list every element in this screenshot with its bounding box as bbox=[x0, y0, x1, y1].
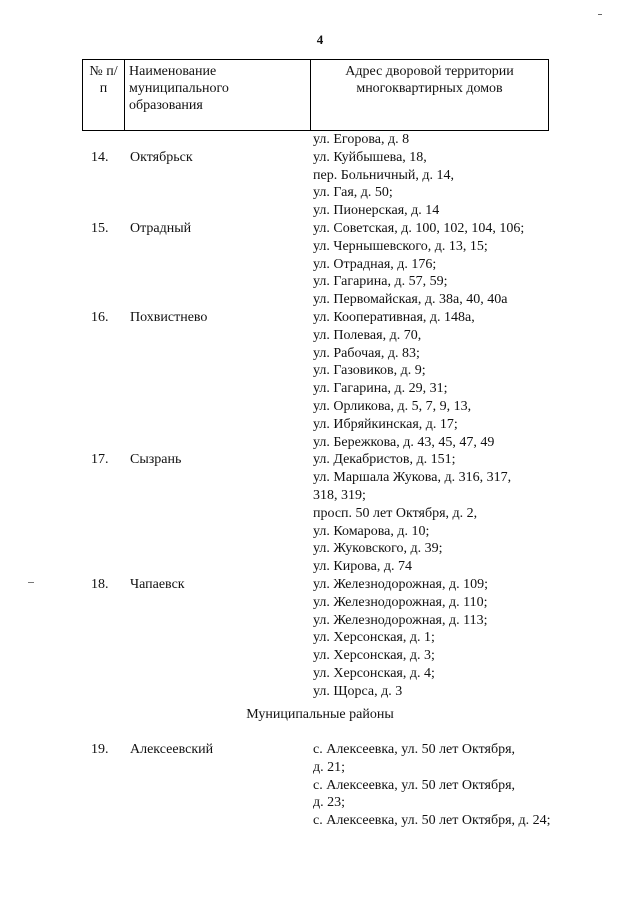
address-line: ул. Чернышевского, д. 13, 15; bbox=[313, 238, 488, 254]
address-line: ул. Железнодорожная, д. 109; bbox=[313, 576, 489, 592]
address-line: ул. Бережкова, д. 43, 45, 47, 49 bbox=[313, 434, 495, 450]
address-list bbox=[307, 741, 562, 830]
address-line: ул. Кирова, д. 74 bbox=[313, 559, 412, 575]
address-line: ул. Гагарина, д. 29, 31; bbox=[313, 381, 448, 397]
row-number: 16. bbox=[91, 309, 109, 325]
address-line: ул. Железнодорожная, д. 110; bbox=[313, 594, 488, 610]
address-line: ул. Куйбышева, 18, bbox=[313, 149, 427, 165]
address-line: ул. Херсонская, д. 4; bbox=[313, 665, 435, 681]
address-list bbox=[307, 149, 562, 220]
address-line: ул. Егорова, д. 8 bbox=[313, 132, 410, 147]
table-row bbox=[82, 220, 562, 309]
table-row bbox=[82, 309, 562, 451]
address-list bbox=[307, 451, 562, 576]
address-line: ул. Советская, д. 100, 102, 104, 106; bbox=[313, 220, 525, 236]
row-number: 17. bbox=[91, 452, 109, 468]
address-line: ул. Ибряйкинская, д. 17; bbox=[313, 416, 458, 432]
address-line: 318, 319; bbox=[313, 487, 366, 503]
address-line: ул. Газовиков, д. 9; bbox=[313, 363, 426, 379]
address-line: пер. Больничный, д. 14, bbox=[313, 167, 454, 183]
address-list bbox=[307, 220, 562, 309]
table-row bbox=[82, 131, 562, 149]
address-line: ул. Гагарина, д. 57, 59; bbox=[313, 274, 448, 290]
table-row bbox=[82, 741, 562, 830]
row-number: 15. bbox=[91, 220, 109, 236]
address-line: ул. Орликова, д. 5, 7, 9, 13, bbox=[313, 398, 472, 414]
address-line: д. 21; bbox=[313, 759, 346, 775]
scan-mark bbox=[598, 14, 602, 15]
address-line: с. Алексеевка, ул. 50 лет Октября, bbox=[313, 777, 516, 793]
address-line: ул. Отрадная, д. 176; bbox=[313, 256, 437, 272]
row-number: 14. bbox=[91, 149, 109, 165]
table-row bbox=[82, 149, 562, 220]
address-line: с. Алексеевка, ул. 50 лет Октября, д. 24; bbox=[313, 813, 551, 829]
address-line: ул. Херсонская, д. 3; bbox=[313, 648, 435, 664]
address-list bbox=[307, 576, 562, 701]
address-line: ул. Гая, д. 50; bbox=[313, 185, 393, 201]
address-line: ул. Щорса, д. 3 bbox=[313, 683, 403, 699]
address-list bbox=[307, 309, 562, 451]
page-number: 4 bbox=[316, 32, 324, 47]
municipality-name: Отрадный bbox=[130, 220, 192, 236]
address-line: ул. Маршала Жукова, д. 316, 317, bbox=[313, 470, 512, 486]
address-line: просп. 50 лет Октября, д. 2, bbox=[313, 505, 478, 521]
address-line: ул. Херсонская, д. 1; bbox=[313, 630, 435, 646]
municipality-name: Сызрань bbox=[130, 452, 182, 468]
address-line: ул. Первомайская, д. 38а, 40, 40а bbox=[313, 292, 508, 308]
municipality-name: Похвистнево bbox=[130, 309, 208, 325]
column-header-address: Адрес дворовой территории многоквартирных домов bbox=[311, 60, 549, 131]
address-line: ул. Комарова, д. 10; bbox=[313, 523, 430, 539]
section-title: Муниципальные районы bbox=[246, 707, 394, 722]
table-row bbox=[82, 451, 562, 576]
address-line: д. 23; bbox=[313, 795, 346, 811]
municipality-name: Октябрьск bbox=[130, 149, 193, 165]
row-number: 18. bbox=[91, 576, 109, 592]
municipality-name: Чапаевск bbox=[130, 576, 185, 592]
municipality-name: Алексеевский bbox=[130, 742, 214, 757]
address-line: с. Алексеевка, ул. 50 лет Октября, bbox=[313, 742, 516, 757]
address-line: ул. Полевая, д. 70, bbox=[313, 327, 422, 343]
column-header-name: Наименование муниципального образования bbox=[125, 60, 311, 131]
address-line: ул. Декабристов, д. 151; bbox=[313, 452, 456, 468]
address-line: ул. Кооперативная, д. 148а, bbox=[313, 309, 475, 325]
address-line: ул. Рабочая, д. 83; bbox=[313, 345, 420, 361]
column-header-number: № п/п bbox=[83, 60, 125, 131]
table-row bbox=[82, 576, 562, 701]
table-body bbox=[82, 131, 562, 701]
scan-mark bbox=[28, 582, 34, 583]
address-line: ул. Жуковского, д. 39; bbox=[313, 541, 443, 557]
table-body-districts bbox=[82, 741, 562, 830]
address-line: ул. Пионерская, д. 14 bbox=[313, 203, 440, 219]
address-line: ул. Железнодорожная, д. 113; bbox=[313, 612, 488, 628]
table-header bbox=[82, 59, 549, 131]
row-number: 19. bbox=[91, 742, 109, 757]
